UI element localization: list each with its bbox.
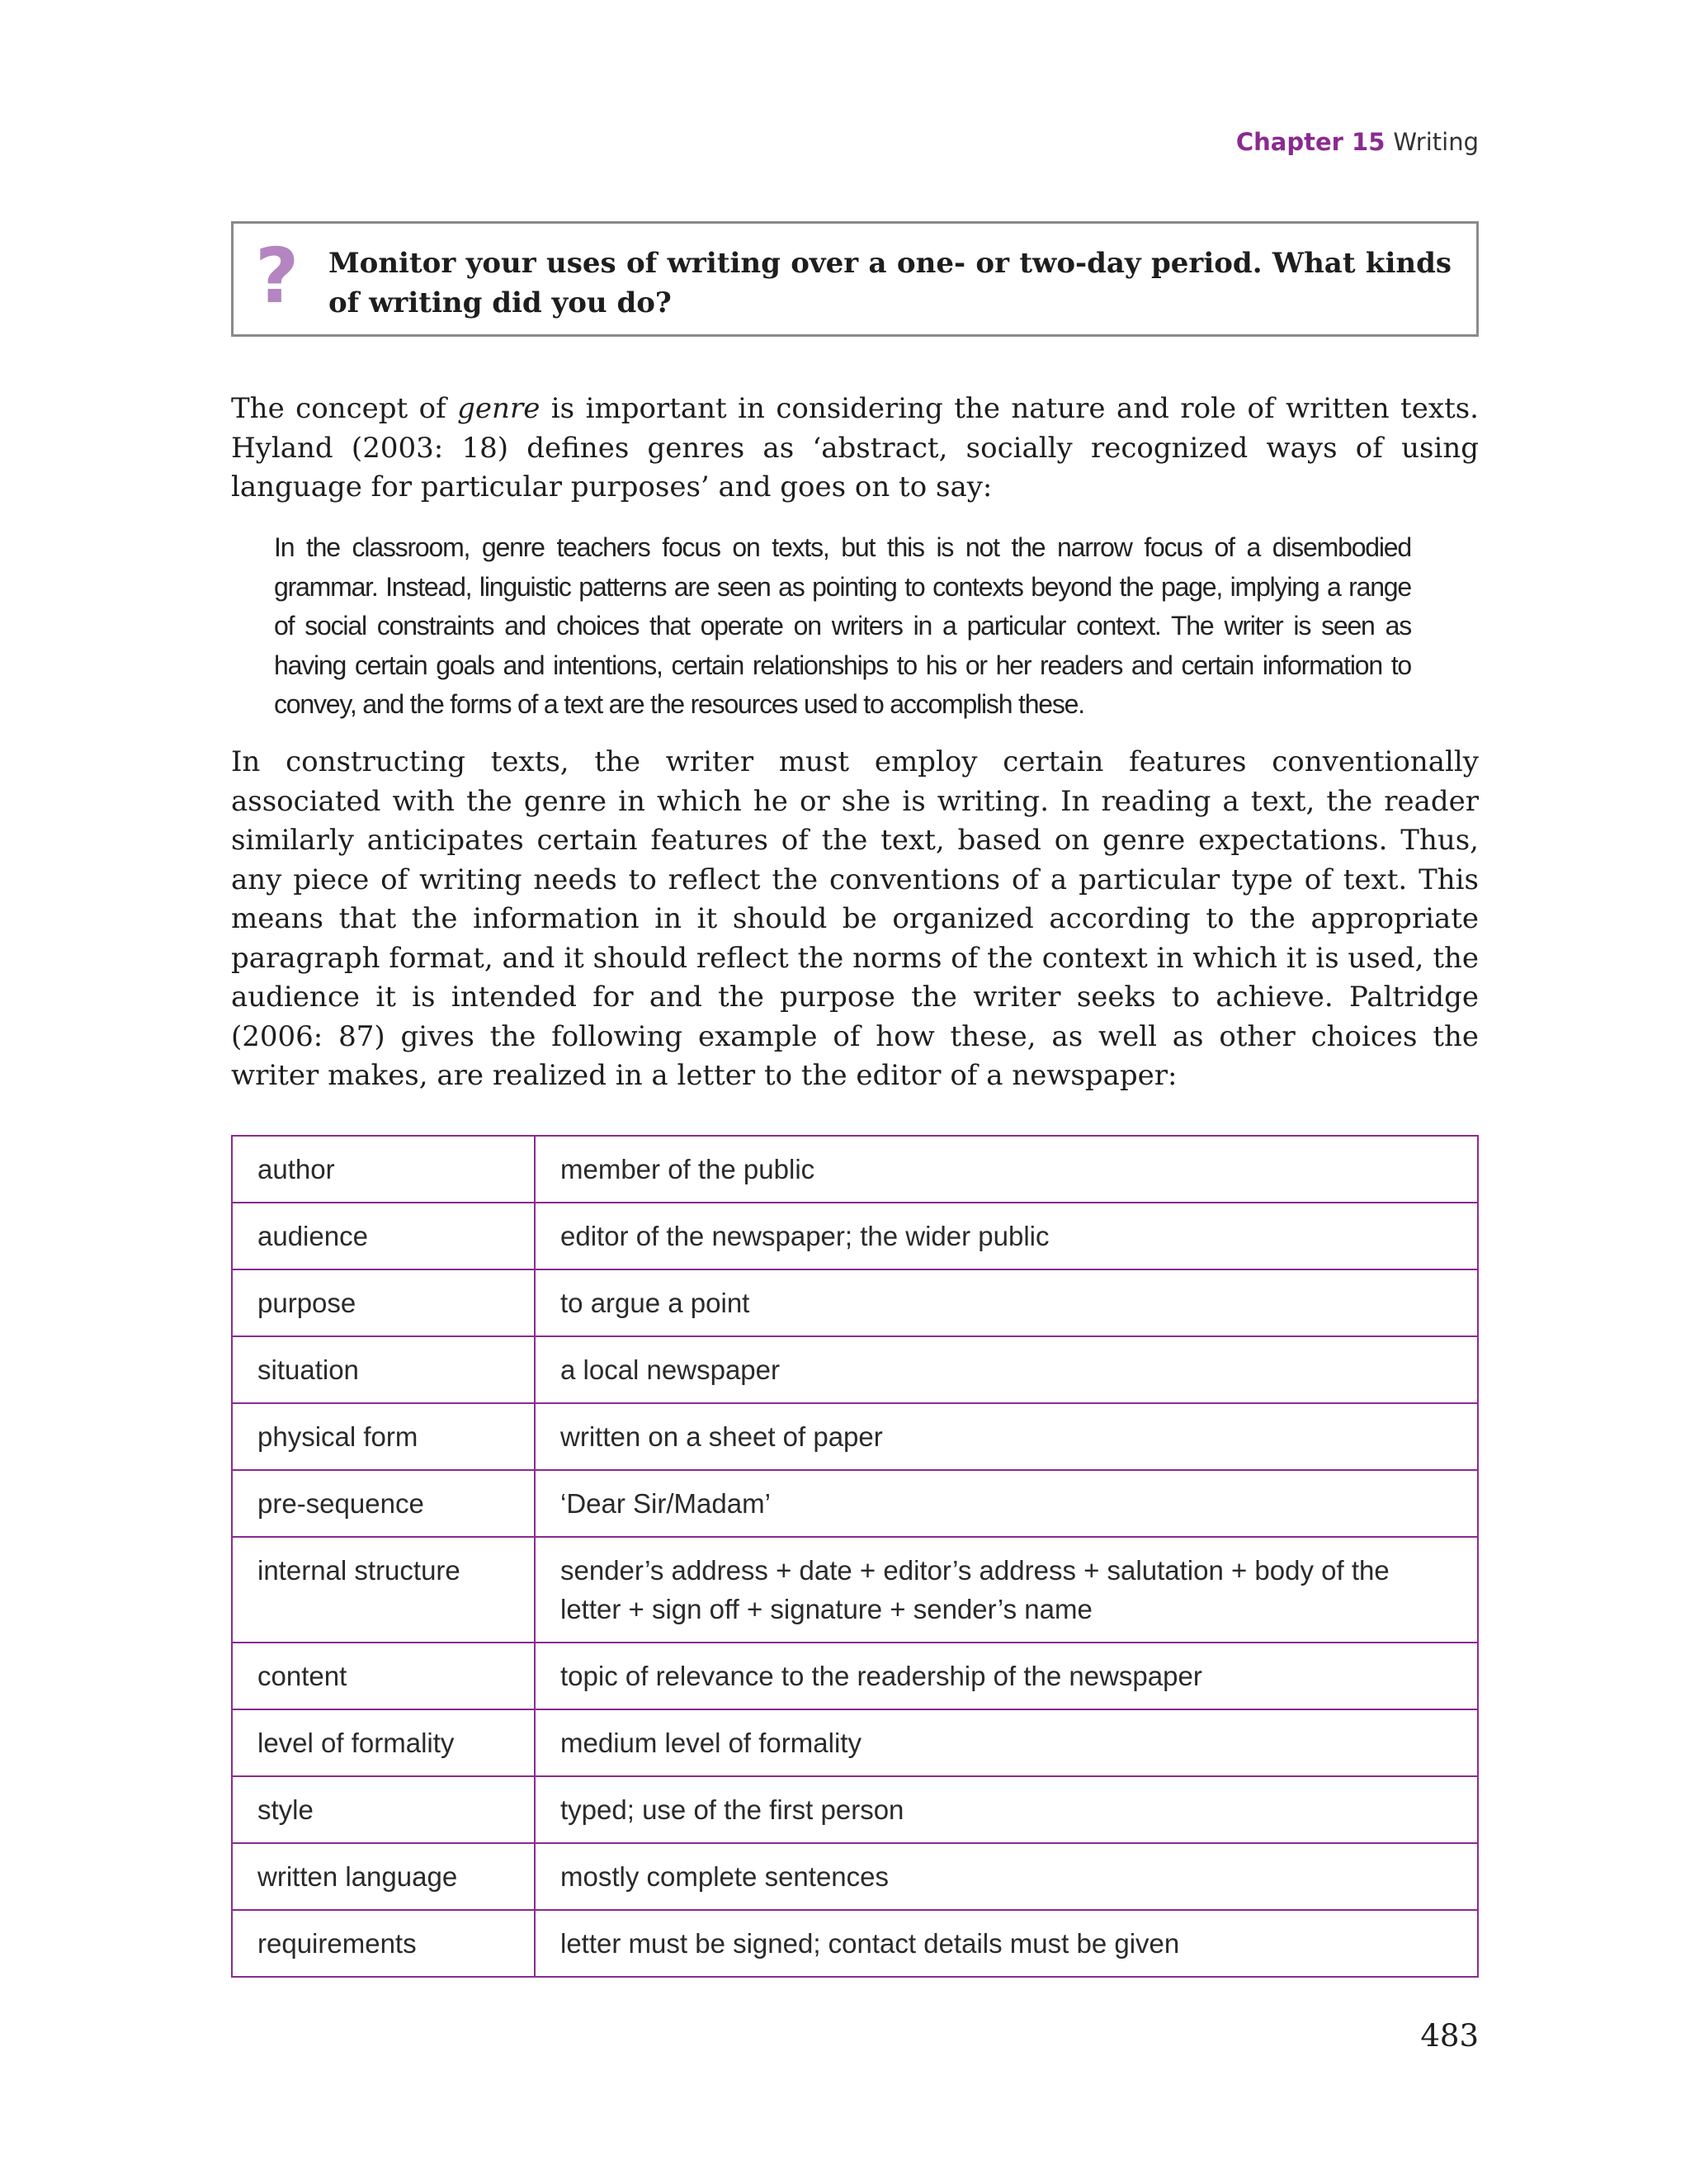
table-cell-feature: content — [232, 1643, 535, 1709]
table-cell-feature: author — [232, 1136, 535, 1203]
table-row — [232, 1269, 1478, 1336]
running-header — [1236, 128, 1479, 156]
paragraph-genre-intro — [231, 390, 1479, 508]
table-cell-feature: pre-sequence — [232, 1470, 535, 1537]
table-row — [232, 1336, 1478, 1403]
table-cell-feature: level of formality — [232, 1709, 535, 1776]
table-row — [232, 1709, 1478, 1776]
para1-italic-term: genre — [457, 392, 541, 425]
table-cell-value: sender’s address + date + editor’s address + salutation + body of the letter + sign off + signature + sender’s name — [535, 1537, 1478, 1643]
table-cell-value: typed; use of the first person — [535, 1776, 1478, 1843]
question-box — [231, 221, 1479, 337]
table-cell-feature: audience — [232, 1203, 535, 1269]
table-cell-feature: written language — [232, 1843, 535, 1910]
table-cell-value: ‘Dear Sir/Madam’ — [535, 1470, 1478, 1537]
table-cell-value: member of the public — [535, 1136, 1478, 1203]
question-text: Monitor your uses of writing over a one- or two-day period. What kinds of writing did you do? — [328, 247, 1452, 319]
table-row — [232, 1136, 1478, 1203]
table-row — [232, 1403, 1478, 1470]
table-cell-value: editor of the newspaper; the wider public — [535, 1203, 1478, 1269]
table-cell-feature: physical form — [232, 1403, 535, 1470]
table-cell-feature: purpose — [232, 1269, 535, 1336]
table-row — [232, 1537, 1478, 1643]
table-row — [232, 1203, 1478, 1269]
table-row — [232, 1910, 1478, 1977]
table-row — [232, 1776, 1478, 1843]
table-cell-value: letter must be signed; contact details must be given — [535, 1910, 1478, 1977]
chapter-label: Chapter 15 — [1235, 128, 1386, 156]
table-cell-value: mostly complete sentences — [535, 1843, 1478, 1910]
table-cell-value: a local newspaper — [535, 1336, 1478, 1403]
para1-text-start: The concept of — [231, 392, 458, 425]
genre-features-table — [231, 1135, 1479, 1978]
para1-text-end: is important in considering the nature and role of written texts. Hyland (2003: 18) defines genres as ‘abstract, socially recognized ways of using language for particular purposes’ and goes on to say: — [231, 392, 1479, 503]
page-number: 483 — [1420, 2018, 1479, 2054]
table-cell-value: topic of relevance to the readership of the newspaper — [535, 1643, 1478, 1709]
section-label: Writing — [1393, 128, 1479, 156]
table-cell-value: to argue a point — [535, 1269, 1478, 1336]
table-cell-feature: style — [232, 1776, 535, 1843]
table-cell-value: medium level of formality — [535, 1709, 1478, 1776]
table-cell-feature: situation — [232, 1336, 535, 1403]
table-cell-feature: internal structure — [232, 1537, 535, 1643]
table-row — [232, 1643, 1478, 1709]
table-cell-value: written on a sheet of paper — [535, 1403, 1478, 1470]
paragraph-constructing-texts: In constructing texts, the writer must employ certain features conventionally associated with the genre in which he or she is writing. In reading a text, the reader similarly anticipates certain features of the text, based on genre expectations. Thus, any piece of writing needs to reflect the conventions of a particular type of text. This means that the information in it should be organized according to the appropriate paragraph format, and it should reflect the norms of the context in which it is used, the audience it is intended for and the purpose the writer seeks to achieve. Paltridge (2006: 87) gives the following example of how these, as well as other choices the writer makes, are realized in a letter to the editor of a newspaper: — [231, 745, 1479, 1092]
block-quote: In the classroom, genre teachers focus on texts, but this is not the narrow focus of a disembodied grammar. Instead, linguistic patterns are seen as pointing to contexts beyond the page, implying a range of social constraints and choices that operate on writers in a particular context. The writer is seen as having certain goals and intentions, certain relationships to his or her readers and certain information to convey, and the forms of a text are the resources used to accomplish these. — [274, 532, 1411, 719]
question-mark-icon: ? — [255, 232, 300, 320]
table-row — [232, 1470, 1478, 1537]
table-row — [232, 1843, 1478, 1910]
table-cell-feature: requirements — [232, 1910, 535, 1977]
